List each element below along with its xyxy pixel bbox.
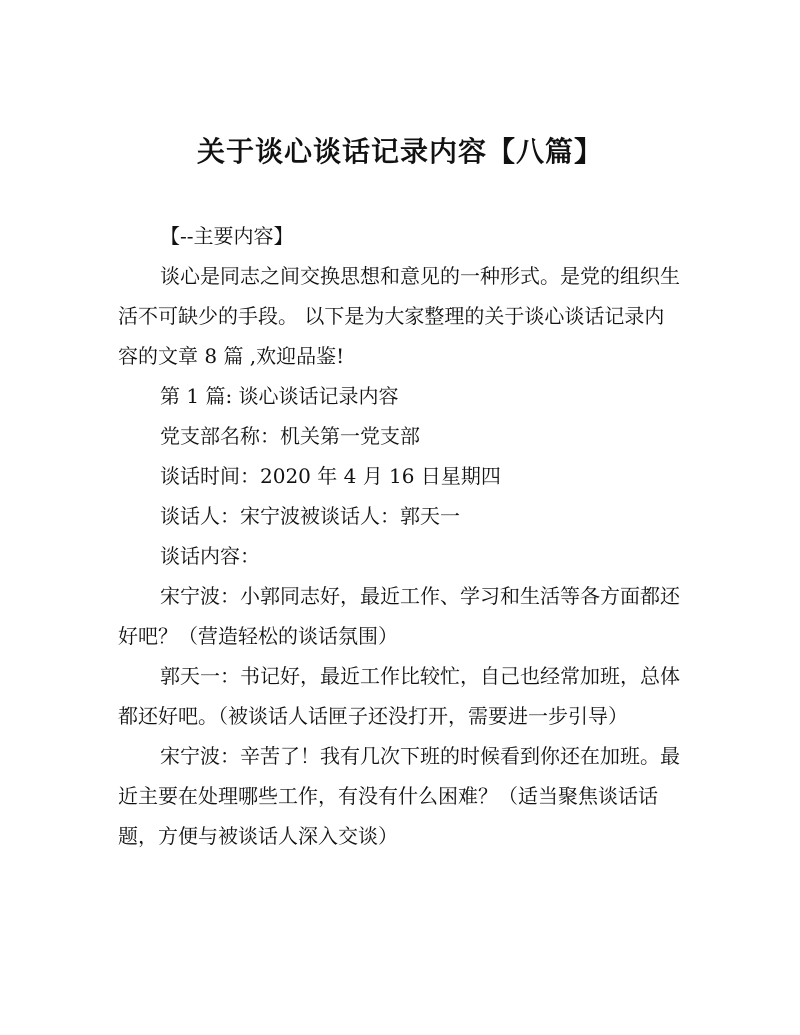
content-label: 谈话内容： [160, 544, 260, 568]
dialogue-paragraph: 郭天一：书记好，最近工作比较忙，自己也经常加班，总体都还好吧。（被谈话人话匣子还没打开，需要进一步引导） [118, 664, 680, 728]
branch-name-line: 党支部名称：机关第一党支部 [160, 424, 420, 448]
section-header: 【--主要内容】 [160, 224, 294, 248]
dialogue-paragraph: 宋宁波：辛苦了！我有几次下班的时候看到你还在加班。最近主要在处理哪些工作，有没有什么困难？（适当聚焦谈话话题，方便与被谈话人深入交谈） [118, 744, 680, 848]
page-title: 关于谈心谈话记录内容【八篇】 [196, 135, 603, 168]
document-body [118, 216, 684, 856]
dialogue-paragraph: 宋宁波：小郭同志好，最近工作、学习和生活等各方面都还好吧？（营造轻松的谈话氛围） [118, 584, 680, 648]
meeting-time-line: 谈话时间：2020 年 4 月 16 日星期四 [160, 464, 501, 488]
article-heading: 第 1 篇: 谈心谈话记录内容 [160, 384, 399, 408]
participants-line: 谈话人：宋宁波被谈话人：郭天一 [160, 504, 460, 528]
intro-paragraph: 谈心是同志之间交换思想和意见的一种形式。是党的组织生活不可缺少的手段。 以下是为大家整理的关于谈心谈话记录内容的文章 8 篇 ,欢迎品鉴! [118, 264, 680, 368]
